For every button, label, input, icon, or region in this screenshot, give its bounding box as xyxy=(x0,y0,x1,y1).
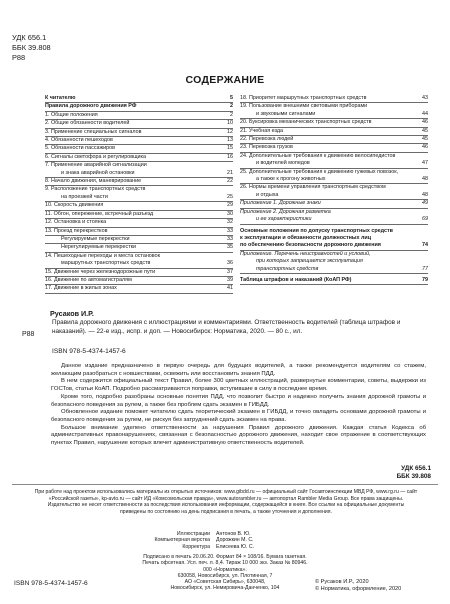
toc-entry-page: 12 xyxy=(227,128,233,135)
credit-person: Елисеева Ю. С. xyxy=(216,543,255,550)
toc-entry xyxy=(45,260,233,268)
toc-entry xyxy=(45,170,233,178)
toc-entry-title: 3. Применение специальных сигналов xyxy=(45,128,142,135)
publication-line: 000 «Норматика». xyxy=(203,566,247,573)
toc-entry-page: 36 xyxy=(227,260,233,267)
toc-entry xyxy=(45,120,233,128)
toc-entry-title: 15. Движение через железнодорожные пути xyxy=(45,268,156,275)
credit-person: Антонов В. Ю. xyxy=(216,531,251,537)
bbk-code-right: ББК 39.808 xyxy=(396,473,431,480)
toc-entry-page: 74 xyxy=(422,242,428,249)
toc-entry xyxy=(240,119,428,127)
book-description: Правила дорожного движения с иллюстрациями и комментариями. Ответственность водителей (таблица штрафов и наказаний). — 22-е изд., испр. и доп. — Новосибирск: Норматика, 2020. — 80 с., ил. xyxy=(52,319,401,335)
toc-entry xyxy=(240,200,428,208)
toc-entry-title: 20. Буксировка механических транспортных средств xyxy=(240,119,372,126)
toc-entry xyxy=(240,111,428,119)
toc-entry-title: Приложение. Перечень неисправностей и условий, xyxy=(240,250,371,257)
toc-entry xyxy=(240,258,428,265)
toc-entry-title: маршрутных транспортных средств xyxy=(61,260,151,267)
toc-entry-page: 47 xyxy=(422,160,428,167)
toc-entry-page: 25 xyxy=(227,193,233,200)
production-credits xyxy=(130,531,254,550)
divider-line xyxy=(12,484,438,485)
toc-entry-page: 49 xyxy=(422,200,428,207)
annotation-paragraph: Данное издание предназначено в первую очередь для будущих водителей, а также рекомендуется водителям со стажем, желающим разобраться с новшествами, освежить или восстановить знания ПДД. xyxy=(51,363,426,377)
udk-code: УДК 656.1 xyxy=(12,33,47,42)
toc-entry xyxy=(45,154,233,162)
toc-entry-title: а также к прогону животных xyxy=(256,176,326,183)
toc-entry-title: 21. Учебная езда xyxy=(240,127,284,134)
toc-entry xyxy=(240,160,428,168)
toc-entry xyxy=(240,184,428,191)
toc-entry-title: 8. Начало движения, маневрирование xyxy=(45,178,142,185)
toc-entry-page: 44 xyxy=(422,110,428,117)
credit-role: Компьютерная верстка xyxy=(154,537,210,544)
toc-entry-title: 12. Остановка и стоянка xyxy=(45,219,107,226)
credit-role: Корректура xyxy=(182,543,210,550)
toc-entry-page: 46 xyxy=(422,144,428,151)
toc-entry-page: 22 xyxy=(227,178,233,185)
toc-entry-page: 46 xyxy=(422,119,428,126)
toc-entry xyxy=(240,251,428,258)
toc-entry xyxy=(45,162,233,169)
toc-entry-page: 45 xyxy=(422,127,428,134)
toc-entry-title: Таблица штрафов и наказаний (КоАП РФ) xyxy=(240,276,352,283)
toc-entry xyxy=(240,128,428,136)
toc-entry xyxy=(45,95,233,103)
toc-entry xyxy=(45,137,233,145)
toc-right-column xyxy=(240,95,428,285)
toc-entry-title: Регулируемые перекрестки xyxy=(61,235,130,242)
toc-entry-title: 18. Приоритет маршрутных транспортных средств xyxy=(240,95,367,101)
toc-entry-page: 79 xyxy=(422,276,428,283)
publication-line: Печать офсетная. Усл. печ. л. 8,4. Тираж 10 000 экз. Заказ № 80946. xyxy=(142,560,308,567)
toc-entry-page: 5 xyxy=(230,95,233,101)
toc-entry-page: 2 xyxy=(230,103,233,110)
toc-entry-title: 5. Обязанности пассажиров xyxy=(45,145,115,152)
author-name: Русаков И.Р. xyxy=(50,309,94,318)
toc-entry-title: Правила дорожного движения РФ xyxy=(45,103,137,110)
toc-entry-title: 16. Движение по автомагистралям xyxy=(45,276,132,283)
copyright-author: © Русаков И.Р., 2020 xyxy=(315,579,369,585)
toc-entry xyxy=(45,129,233,137)
toc-entry-page: 39 xyxy=(227,276,233,283)
toc-entry-page: 43 xyxy=(422,95,428,101)
copyright-publisher: © Норматика, оформление, 2020 xyxy=(315,586,402,593)
toc-entry-title: и отдыха xyxy=(256,191,279,198)
toc-entry xyxy=(45,269,233,277)
toc-entry-page: 15 xyxy=(227,145,233,152)
classification-codes xyxy=(12,33,51,63)
toc-entry-title: и ее характеристики xyxy=(256,216,312,223)
toc-entry-page: 48 xyxy=(422,176,428,183)
toc-entry-title: и водителей мопедов xyxy=(256,160,310,167)
toc-entry-page: 2 xyxy=(230,111,233,118)
toc-entry xyxy=(45,244,233,252)
toc-entry xyxy=(240,95,428,103)
toc-entry xyxy=(45,202,233,210)
toc-entry xyxy=(45,178,233,186)
toc-entry-title: 11. Обгон, опережение, встречный разъезд xyxy=(45,210,154,217)
toc-entry-page: 30 xyxy=(227,210,233,217)
toc-entry xyxy=(45,236,233,244)
toc-entry xyxy=(45,219,233,227)
toc-entry-title: 10. Скорость движения xyxy=(45,202,104,209)
toc-entry-title: 26. Нормы времени управления транспортным средством xyxy=(240,184,386,191)
toc-entry-title: 7. Применение аварийной сигнализации xyxy=(45,162,147,169)
toc-entry-title: 2. Общие обязанности водителей xyxy=(45,120,130,127)
author-sign: Р88 xyxy=(12,53,26,62)
toc-entry xyxy=(45,253,233,260)
publication-info xyxy=(110,554,340,592)
toc-entry xyxy=(45,112,233,120)
toc-entry-title: 4. Обязанности пешеходов xyxy=(45,137,113,144)
toc-entry-page: 45 xyxy=(422,136,428,143)
toc-entry-title: 14. Пешеходные переходы и места остановок xyxy=(45,252,160,259)
classification-codes-right xyxy=(397,465,431,481)
toc-entry xyxy=(240,277,428,285)
toc-entry xyxy=(240,144,428,152)
toc-entry-title: на проезжей части xyxy=(61,193,108,200)
toc-entry-title: 24. Дополнительные требования к движению велосипедистов xyxy=(240,152,396,159)
toc-entry xyxy=(45,228,233,236)
toc-entry-page: 32 xyxy=(227,219,233,226)
credit-row xyxy=(130,544,254,550)
toc-entry xyxy=(240,103,428,110)
annotation-paragraph: Обновленное издание поможет читателю сдать теоретический экзамен в ГИБДД, и точно овладеть основами дорожной грамоты и безопасного поведения за рулем, не рискуя без затруднений сдать экзамен на права. xyxy=(51,409,426,423)
toc-entry xyxy=(240,192,428,200)
toc-entry-title: к эксплуатации и обязанности должностных лиц xyxy=(240,234,372,241)
toc-entry xyxy=(240,209,428,216)
toc-entry-title: 22. Перевозка людей xyxy=(240,136,294,143)
toc-entry xyxy=(45,186,233,193)
credit-person: Дорожкин М. С. xyxy=(216,537,254,544)
toc-entry-page: 29 xyxy=(227,202,233,209)
page-title: СОДЕРЖАНИЕ xyxy=(185,74,265,86)
toc-entry xyxy=(240,216,428,224)
rights-notice: При работе над проектом использовались материалы из открытых источников: www.gibdd.ru — официальный сайт Госавтоинспекции МВД РФ, www.rg.ru — сайт «Российской газеты», kp-avto.ru — сайт ИД «Комсомольская правда», www.autorambler.ru — автопортал Rambler Media Group. Все права защищены. Издательство не несет ответственности за последствия использования информации, содержащейся в книге. Все ссылки на официальные документы приведены по состоянию на день подписания в печать, а также уточнения и дополнения. xyxy=(34,489,418,515)
toc-entry-page: 13 xyxy=(227,137,233,144)
toc-entry-title: 25. Дополнительные требования к движению гужевых повозок, xyxy=(240,168,399,175)
toc-entry-page: 77 xyxy=(422,265,428,272)
annotation-paragraph: Большое внимание уделено ответственности за нарушения Правил дорожного движения. Каждая статья Кодекса об административных правонарушениях, связанная с безопасностью дорожного движения, находит свое отражение в соответствующих пунктах Правил, нарушение которых влечет административную ответственность водителей. xyxy=(51,424,426,447)
author-sign-inline: Р88 xyxy=(22,331,35,338)
toc-entry xyxy=(240,169,428,176)
toc-entry xyxy=(45,285,233,293)
toc-entry xyxy=(45,145,233,153)
toc-entry xyxy=(45,277,233,285)
toc-entry xyxy=(240,176,428,184)
toc-entry-page: 69 xyxy=(422,216,428,223)
toc-left-column xyxy=(45,95,233,294)
toc-entry-page: 41 xyxy=(227,285,233,292)
toc-entry-title: и звуковыми сигналами xyxy=(256,110,316,117)
toc-entry-title: 6. Сигналы светофора и регулировщика xyxy=(45,153,146,160)
udk-code-right: УДК 656.1 xyxy=(401,465,431,472)
isbn-top: ISBN 978-5-4374-1457-6 xyxy=(52,348,126,355)
toc-entry-title: 23. Перевозка грузов xyxy=(240,144,293,151)
credit-role: Иллюстрации xyxy=(176,531,210,537)
toc-entry-page: 16 xyxy=(227,153,233,160)
toc-entry xyxy=(45,211,233,219)
toc-entry-title: Приложение 1. Дорожные знаки xyxy=(240,200,321,207)
annotation-paragraph: В нем содержится официальный текст Правил, более 300 цветных иллюстраций, развернутые комментарии, советы, выдержки из ГОСТов, статьи КоАП. Подробно рассматриваются поправки, вступившие в силу в последнее время. xyxy=(51,378,426,393)
toc-entry-title: К читателю xyxy=(45,95,76,101)
copyright-block xyxy=(315,579,401,594)
toc-entry-title: транспортных средств xyxy=(256,265,319,272)
toc-entry-title: при которых запрещается эксплуатация xyxy=(256,258,363,265)
toc-entry-title: Нерегулируемые перекрестки xyxy=(61,244,137,251)
publication-line: 630058, Новосибирск, ул. Плотинная, 7 xyxy=(177,572,273,579)
toc-entry-title: 9. Расположение транспортных средств xyxy=(45,186,146,193)
toc-entry-page: 10 xyxy=(227,120,233,127)
toc-entry xyxy=(240,266,428,274)
toc-entry xyxy=(240,242,428,250)
toc-entry-title: Приложение 2. Дорожная разметка xyxy=(240,208,331,215)
bbk-code: ББК 39.808 xyxy=(12,43,51,52)
toc-entry-title: 19. Пользование внешними световыми приборами xyxy=(240,103,368,110)
toc-entry-title: и знака аварийной остановки xyxy=(61,169,135,176)
toc-entry-page: 35 xyxy=(227,244,233,251)
toc-entry-title: 17. Движение в жилых зонах xyxy=(45,285,117,292)
annotation-paragraph: Кроме того, подробно разобраны основные понятия ПДД, что позволит быстро и надежно получить знания дорожной грамоты и безопасного поведения за рулем, а также без проблем сдать экзамен в ГИБДД. xyxy=(51,393,426,408)
toc-entry-title: 13. Проезд перекрестков xyxy=(45,227,108,234)
toc-entry-title: 1. Общие положения xyxy=(45,111,98,118)
toc-entry xyxy=(240,136,428,144)
publication-line: АО «Советская Сибирь», 630048, xyxy=(184,579,266,586)
toc-entry-page: 33 xyxy=(227,235,233,242)
toc-entry xyxy=(45,103,233,111)
isbn-bottom: ISBN 978-5-4374-1457-6 xyxy=(14,580,88,587)
toc-entry-page: 21 xyxy=(227,169,233,176)
toc-entry-page: 33 xyxy=(227,227,233,234)
publication-line: Новосибирск, ул. Немировича-Данченко, 104 xyxy=(170,585,280,592)
toc-entry-page: 48 xyxy=(422,191,428,198)
toc-entry xyxy=(45,194,233,202)
toc-entry-page: 37 xyxy=(227,268,233,275)
publication-line: Подписано в печать 20.06.20. Формат 84 × 108/16. Бумага газетная. xyxy=(143,554,307,560)
toc-entry-title: по обеспечению безопасности дорожного движения xyxy=(240,242,381,249)
toc-entry-title: Основные положения по допуску транспортных средств xyxy=(240,227,393,234)
annotation-text xyxy=(51,363,426,448)
toc-entry xyxy=(240,228,428,235)
